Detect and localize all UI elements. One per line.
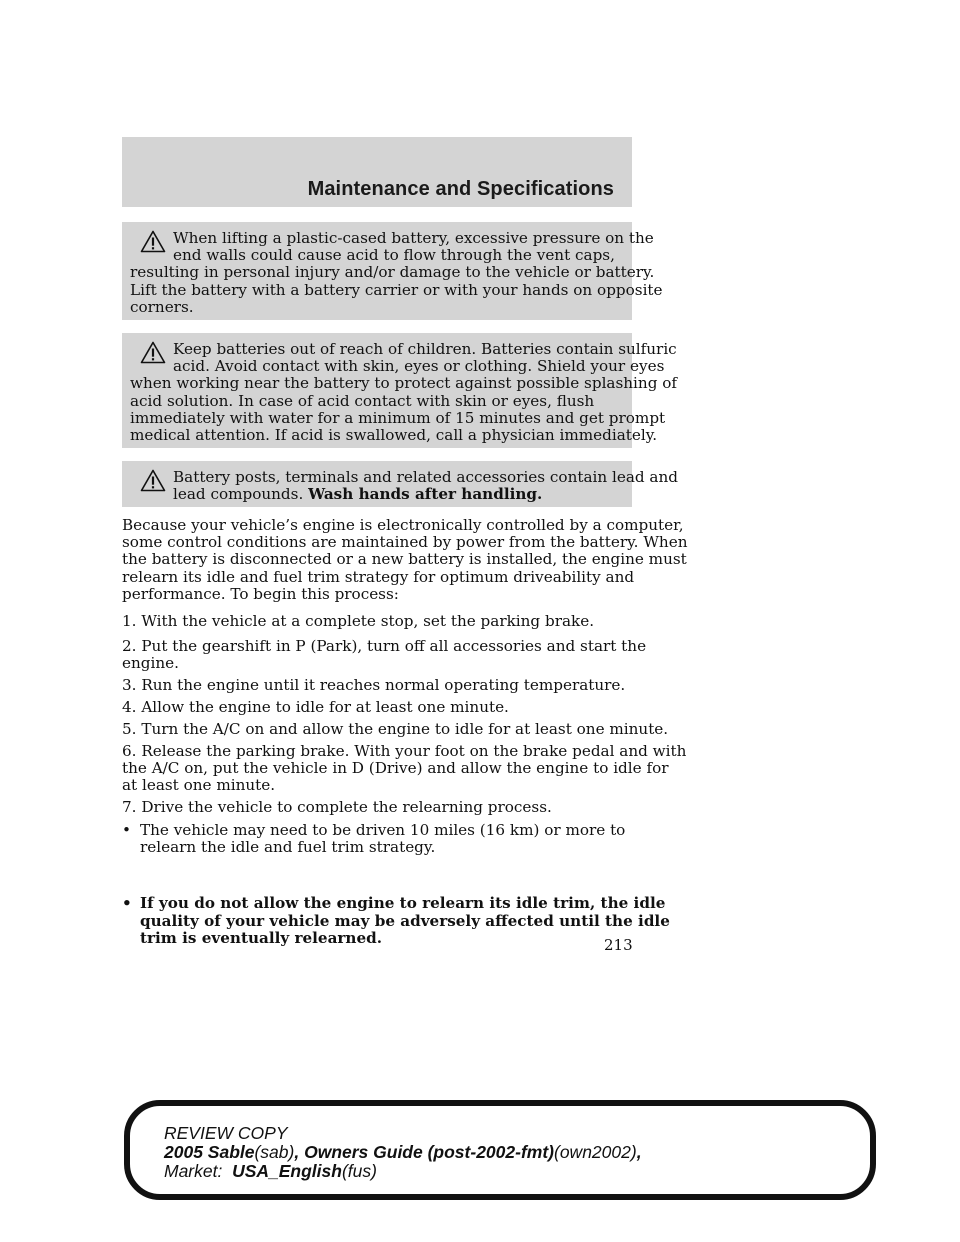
warning-text-line: when working near the battery to protect against possible splashing of <box>130 374 678 393</box>
review-copy-model-line <box>164 1143 642 1162</box>
body-line: performance. To begin this process: <box>122 584 399 603</box>
body-line: the A/C on, put the vehicle in D (Drive) and allow the engine to idle for <box>122 759 669 778</box>
warning-text-line: acid. Avoid contact with skin, eyes or clothing. Shield your eyes <box>173 357 665 376</box>
body-line: 4. Allow the engine to idle for at least one minute. <box>122 698 509 716</box>
warning-triangle-icon <box>140 469 166 492</box>
step-7 <box>122 799 642 816</box>
step-2 <box>122 637 647 673</box>
warning-text-line: acid solution. In case of acid contact with skin or eyes, flush <box>130 391 595 410</box>
model-code: (sab) <box>254 1142 295 1162</box>
warning-text-line: Battery posts, terminals and related accessories contain lead and <box>173 468 678 486</box>
warning-text-plain: lead compounds. <box>173 485 309 504</box>
body-line: relearn its idle and fuel trim strategy for optimum driveability and <box>122 567 635 586</box>
guide-name: Owners Guide (post-2002-fmt) <box>304 1142 554 1162</box>
page-number: 213 <box>604 936 633 954</box>
body-line: 5. Turn the A/C on and allow the engine to idle for at least one minute. <box>122 720 669 738</box>
warning-box-lead <box>122 461 678 507</box>
step-1 <box>122 613 642 630</box>
review-copy-market-line <box>164 1162 642 1181</box>
warning-box-children-acid <box>122 333 678 448</box>
warning-text-line <box>130 486 622 503</box>
separator: , <box>636 1142 642 1162</box>
body-line: 3. Run the engine until it reaches normal operating temperature. <box>122 676 626 694</box>
market-label: Market: <box>164 1161 233 1181</box>
intro-paragraph <box>122 516 688 603</box>
warning-triangle-icon <box>140 341 166 364</box>
bullet-dot: • <box>122 894 132 913</box>
body-line: at least one minute. <box>122 776 276 795</box>
bullet-item-drive-distance <box>122 822 660 856</box>
body-line: relearn the idle and fuel trim strategy. <box>140 838 436 857</box>
body-line: trim is eventually relearned. <box>140 928 383 947</box>
bullet-item-idle-trim-warning <box>122 894 670 947</box>
warning-text-line: end walls could cause acid to flow through the vent caps, <box>173 246 615 265</box>
warning-text-line: medical attention. If acid is swallowed, call a physician immediately. <box>130 426 658 445</box>
warning-text-line: Keep batteries out of reach of children. Batteries contain sulfuric <box>173 340 677 358</box>
body-line: 2. Put the gearshift in P (Park), turn off all accessories and start the <box>122 637 647 655</box>
market-code: (fus) <box>341 1161 377 1181</box>
body-line: quality of your vehicle may be adversely affected until the idle <box>140 911 670 930</box>
body-line: The vehicle may need to be driven 10 miles (16 km) or more to <box>140 821 626 839</box>
warning-box-lifting <box>122 222 663 320</box>
body-line: Because your vehicle’s engine is electronically controlled by a computer, <box>122 516 684 534</box>
step-3 <box>122 677 642 694</box>
body-line: engine. <box>122 654 179 673</box>
step-4 <box>122 699 642 716</box>
review-copy-text <box>164 1124 642 1181</box>
body-line: some control conditions are maintained by power from the battery. When <box>122 533 688 552</box>
warning-text-bold: Wash hands after handling. <box>308 485 543 504</box>
guide-code: (own2002) <box>554 1142 637 1162</box>
step-6 <box>122 742 687 795</box>
body-line: 7. Drive the vehicle to complete the relearning process. <box>122 798 552 816</box>
warning-text-line: Lift the battery with a battery carrier or with your hands on opposite <box>130 280 663 299</box>
market-name: USA_English <box>232 1161 342 1181</box>
body-line: the battery is disconnected or a new battery is installed, the engine must <box>122 550 687 569</box>
warning-text-line: immediately with water for a minimum of 15 minutes and get prompt <box>130 408 666 427</box>
warning-text-line: resulting in personal injury and/or damage to the vehicle or battery. <box>130 263 655 282</box>
separator: , <box>294 1142 305 1162</box>
warning-text-line: corners. <box>130 297 194 316</box>
warning-triangle-icon <box>140 230 166 253</box>
warning-text-line: When lifting a plastic-cased battery, excessive pressure on the <box>173 229 654 247</box>
body-line: 6. Release the parking brake. With your foot on the brake pedal and with <box>122 742 687 760</box>
bullet-dot: • <box>122 821 131 839</box>
section-header-band <box>122 137 632 207</box>
section-title: Maintenance and Specifications <box>307 178 614 200</box>
model-name: 2005 Sable <box>164 1142 255 1162</box>
review-copy-label: REVIEW COPY <box>164 1123 288 1143</box>
body-line: If you do not allow the engine to relearn its idle trim, the idle <box>140 894 666 913</box>
step-5 <box>122 720 669 738</box>
body-line: 1. With the vehicle at a complete stop, set the parking brake. <box>122 612 595 630</box>
